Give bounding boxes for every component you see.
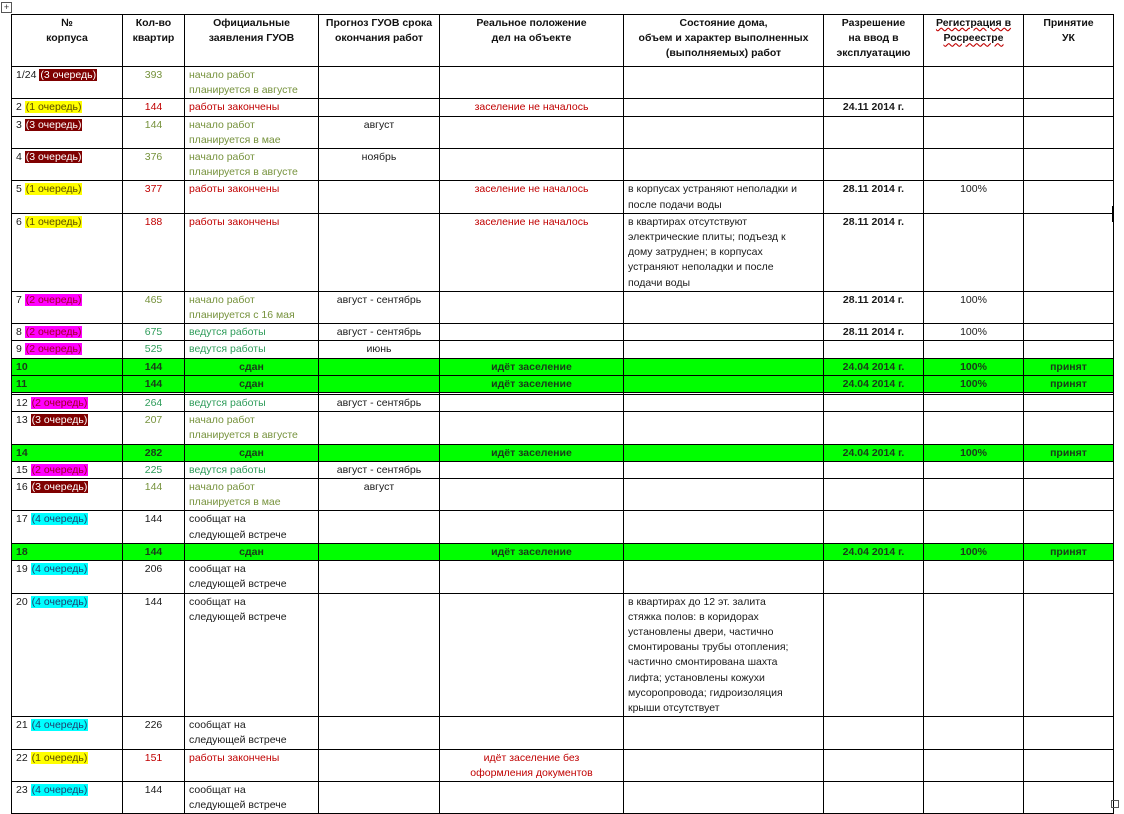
real-situation-cell: идёт заселение — [440, 375, 624, 392]
building-number: 5 — [16, 183, 22, 196]
building-number: 17 — [16, 513, 28, 526]
building-number: 23 — [16, 783, 28, 796]
queue-badge: (2 очередь) — [25, 293, 82, 306]
real-situation-cell: идёт заселение — [440, 444, 624, 461]
apartment-count-cell: 376 — [123, 149, 185, 181]
building-state-cell — [624, 67, 824, 99]
building-state-cell — [624, 116, 824, 148]
uk-acceptance-cell: принят — [1024, 375, 1114, 392]
uk-acceptance-cell: принят — [1024, 358, 1114, 375]
building-number: 2 — [16, 101, 22, 114]
forecast-cell — [319, 444, 440, 461]
uk-acceptance-cell — [1024, 213, 1114, 291]
official-statement-cell: начало работ планируется в августе — [185, 412, 319, 444]
building-number: 1/24 — [16, 69, 37, 81]
forecast-cell: август - сентябрь — [319, 324, 440, 341]
table-row — [12, 543, 1114, 560]
official-statement-cell: сдан — [185, 375, 319, 392]
permit-date-cell: 24.04 2014 г. — [824, 358, 924, 375]
header-building-number: № корпуса — [12, 15, 123, 67]
building-state-cell — [624, 479, 824, 511]
apartment-count-cell: 465 — [123, 291, 185, 323]
building-number-cell — [12, 99, 123, 116]
queue-badge: (4 очередь) — [31, 783, 88, 796]
registration-cell: 100% — [924, 324, 1024, 341]
uk-acceptance-cell — [1024, 99, 1114, 116]
queue-badge: (4 очередь) — [31, 513, 88, 526]
table-row — [12, 412, 1114, 444]
real-situation-cell — [440, 412, 624, 444]
official-statement-cell: работы закончены — [185, 213, 319, 291]
header-registration-text: Регистрация в Росреестре — [935, 17, 1012, 45]
queue-badge: (3 очередь) — [25, 118, 82, 131]
table-row — [12, 749, 1114, 781]
apartment-count-cell: 144 — [123, 781, 185, 813]
queue-badge: (4 очередь) — [31, 595, 88, 608]
apartment-count-cell: 144 — [123, 375, 185, 392]
table-row — [12, 213, 1114, 291]
table-row — [12, 375, 1114, 392]
forecast-cell: август - сентябрь — [319, 395, 440, 412]
official-statement-cell: ведутся работы — [185, 341, 319, 358]
building-state-cell: в квартирах до 12 эт. залита стяжка полов: в коридорах установлены двери, частично смонтированы трубы отопления; частично смонтирована шахта лифта; установлены кожухи мусоропровода; гидроизоляция крыши отсутствует — [624, 593, 824, 717]
queue-badge: (2 очередь) — [25, 343, 82, 356]
building-state-cell — [624, 781, 824, 813]
uk-acceptance-cell — [1024, 461, 1114, 478]
queue-badge: (3 очередь) — [31, 414, 88, 427]
table-move-handle-icon[interactable]: + — [1, 2, 12, 13]
registration-cell — [924, 395, 1024, 412]
building-number-cell — [12, 717, 123, 749]
permit-date-cell: 28.11 2014 г. — [824, 324, 924, 341]
uk-acceptance-cell: принят — [1024, 543, 1114, 560]
forecast-cell — [319, 213, 440, 291]
apartment-count-cell: 144 — [123, 511, 185, 543]
permit-date-cell — [824, 116, 924, 148]
queue-badge: (3 очередь) — [25, 151, 82, 164]
building-state-cell — [624, 375, 824, 392]
uk-acceptance-cell — [1024, 116, 1114, 148]
official-statement-cell: сообщат на следующей встрече — [185, 593, 319, 717]
building-number-cell — [12, 511, 123, 543]
registration-cell — [924, 67, 1024, 99]
apartment-count-cell: 393 — [123, 67, 185, 99]
uk-acceptance-cell — [1024, 149, 1114, 181]
apartment-count-cell: 144 — [123, 116, 185, 148]
building-number: 4 — [16, 151, 22, 164]
real-situation-cell — [440, 461, 624, 478]
permit-date-cell — [824, 781, 924, 813]
building-state-cell — [624, 291, 824, 323]
building-number-cell — [12, 461, 123, 478]
apartment-count-cell: 144 — [123, 99, 185, 116]
building-number-cell — [12, 213, 123, 291]
official-statement-cell: начало работ планируется в мае — [185, 479, 319, 511]
building-number: 20 — [16, 595, 28, 608]
official-statement-cell: ведутся работы — [185, 395, 319, 412]
forecast-cell: ноябрь — [319, 149, 440, 181]
queue-badge: (2 очередь) — [31, 463, 88, 476]
official-statement-cell: ведутся работы — [185, 324, 319, 341]
building-state-cell — [624, 444, 824, 461]
building-state-cell — [624, 341, 824, 358]
header-real-situation: Реальное положение дел на объекте — [440, 15, 624, 67]
registration-cell — [924, 461, 1024, 478]
building-number-cell — [12, 149, 123, 181]
building-state-cell — [624, 561, 824, 593]
table-row — [12, 593, 1114, 717]
building-number-cell — [12, 67, 123, 99]
uk-acceptance-cell — [1024, 561, 1114, 593]
header-official-statements: Официальные заявления ГУОВ — [185, 15, 319, 67]
forecast-cell: август - сентябрь — [319, 291, 440, 323]
building-number-cell — [12, 593, 123, 717]
permit-date-cell — [824, 341, 924, 358]
table-row — [12, 479, 1114, 511]
apartment-count-cell: 144 — [123, 358, 185, 375]
permit-date-cell — [824, 461, 924, 478]
real-situation-cell — [440, 324, 624, 341]
apartment-count-cell: 144 — [123, 593, 185, 717]
forecast-cell — [319, 511, 440, 543]
building-number-cell — [12, 291, 123, 323]
building-number-cell — [12, 444, 123, 461]
building-number: 3 — [16, 118, 22, 131]
registration-cell: 100% — [924, 358, 1024, 375]
building-number: 6 — [16, 215, 22, 228]
table-row — [12, 116, 1114, 148]
apartment-count-cell: 226 — [123, 717, 185, 749]
real-situation-cell — [440, 561, 624, 593]
real-situation-cell — [440, 341, 624, 358]
permit-date-cell: 24.04 2014 г. — [824, 543, 924, 560]
queue-badge: (1 очередь) — [31, 751, 88, 764]
official-statement-cell: ведутся работы — [185, 461, 319, 478]
real-situation-cell — [440, 116, 624, 148]
building-number-cell — [12, 375, 123, 392]
table-row — [12, 717, 1114, 749]
apartment-count-cell: 188 — [123, 213, 185, 291]
table-row — [12, 444, 1114, 461]
registration-cell: 100% — [924, 375, 1024, 392]
building-number: 21 — [16, 719, 28, 732]
registration-cell: 100% — [924, 181, 1024, 213]
forecast-cell: август — [319, 116, 440, 148]
queue-badge: (4 очередь) — [31, 719, 88, 732]
real-situation-cell — [440, 149, 624, 181]
building-number-cell — [12, 116, 123, 148]
registration-cell: 100% — [924, 543, 1024, 560]
real-situation-cell — [440, 593, 624, 717]
real-situation-cell — [440, 511, 624, 543]
building-state-cell — [624, 461, 824, 478]
real-situation-cell: идёт заселение без оформления документов — [440, 749, 624, 781]
header-forecast: Прогноз ГУОВ срока окончания работ — [319, 15, 440, 67]
forecast-cell: август — [319, 479, 440, 511]
apartment-count-cell: 282 — [123, 444, 185, 461]
building-number-cell — [12, 781, 123, 813]
building-number: 18 — [16, 545, 28, 558]
building-state-cell — [624, 511, 824, 543]
official-statement-cell: сдан — [185, 543, 319, 560]
uk-acceptance-cell — [1024, 412, 1114, 444]
table-row — [12, 511, 1114, 543]
building-state-cell — [624, 149, 824, 181]
buildings-status-table — [11, 14, 1114, 814]
queue-badge: (3 очередь) — [40, 69, 97, 81]
permit-date-cell: 24.04 2014 г. — [824, 375, 924, 392]
apartment-count-cell: 151 — [123, 749, 185, 781]
permit-date-cell — [824, 593, 924, 717]
queue-badge: (2 очередь) — [31, 397, 88, 410]
building-state-cell — [624, 412, 824, 444]
building-number: 14 — [16, 446, 28, 459]
real-situation-cell — [440, 291, 624, 323]
forecast-cell — [319, 99, 440, 116]
queue-badge: (4 очередь) — [31, 563, 88, 576]
real-situation-cell: идёт заселение — [440, 358, 624, 375]
table-row — [12, 99, 1114, 116]
building-number: 11 — [16, 377, 28, 390]
official-statement-cell: начало работ планируется с 16 мая — [185, 291, 319, 323]
building-number: 15 — [16, 463, 28, 476]
table-row — [12, 291, 1114, 323]
registration-cell — [924, 213, 1024, 291]
table-row — [12, 561, 1114, 593]
registration-cell — [924, 479, 1024, 511]
permit-date-cell: 24.11 2014 г. — [824, 99, 924, 116]
table-row — [12, 149, 1114, 181]
permit-date-cell — [824, 479, 924, 511]
queue-badge: (1 очередь) — [25, 101, 82, 114]
building-number-cell — [12, 358, 123, 375]
official-statement-cell: работы закончены — [185, 749, 319, 781]
forecast-cell — [319, 543, 440, 560]
official-statement-cell: начало работ планируется в мае — [185, 116, 319, 148]
building-state-cell — [624, 358, 824, 375]
apartment-count-cell: 144 — [123, 543, 185, 560]
forecast-cell: июнь — [319, 341, 440, 358]
real-situation-cell: заселение не началось — [440, 99, 624, 116]
apartment-count-cell: 675 — [123, 324, 185, 341]
building-number: 12 — [16, 397, 28, 410]
building-number-cell — [12, 561, 123, 593]
registration-cell — [924, 593, 1024, 717]
uk-acceptance-cell — [1024, 181, 1114, 213]
uk-acceptance-cell: принят — [1024, 444, 1114, 461]
building-number-cell — [12, 395, 123, 412]
official-statement-cell: сдан — [185, 358, 319, 375]
header-apartment-count: Кол-во квартир — [123, 15, 185, 67]
building-number: 16 — [16, 481, 28, 494]
building-state-cell — [624, 395, 824, 412]
building-number-cell — [12, 181, 123, 213]
uk-acceptance-cell — [1024, 511, 1114, 543]
permit-date-cell — [824, 412, 924, 444]
forecast-cell — [319, 412, 440, 444]
table-row — [12, 324, 1114, 341]
registration-cell — [924, 412, 1024, 444]
forecast-cell — [319, 561, 440, 593]
building-state-cell — [624, 717, 824, 749]
building-number: 19 — [16, 563, 28, 576]
apartment-count-cell: 144 — [123, 479, 185, 511]
queue-badge: (2 очередь) — [25, 326, 82, 339]
header-uk-acceptance: Принятие УК — [1024, 15, 1114, 67]
registration-cell — [924, 717, 1024, 749]
forecast-cell — [319, 358, 440, 375]
forecast-cell — [319, 181, 440, 213]
permit-date-cell: 28.11 2014 г. — [824, 291, 924, 323]
uk-acceptance-cell — [1024, 479, 1114, 511]
official-statement-cell: сообщат на следующей встрече — [185, 781, 319, 813]
uk-acceptance-cell — [1024, 781, 1114, 813]
building-state-cell — [624, 749, 824, 781]
header-registration — [924, 15, 1024, 67]
queue-badge: (1 очередь) — [25, 183, 82, 196]
building-number-cell — [12, 324, 123, 341]
apartment-count-cell: 207 — [123, 412, 185, 444]
real-situation-cell — [440, 395, 624, 412]
real-situation-cell: заселение не началось — [440, 213, 624, 291]
building-number-cell — [12, 543, 123, 560]
official-statement-cell: начало работ планируется в августе — [185, 149, 319, 181]
table-row — [12, 461, 1114, 478]
registration-cell — [924, 149, 1024, 181]
table-row — [12, 341, 1114, 358]
building-state-cell: в квартирах отсутствуют электрические плиты; подъезд к дому затруднен; в корпусах устраняют неполадки и после подачи воды — [624, 213, 824, 291]
uk-acceptance-cell — [1024, 395, 1114, 412]
forecast-cell — [319, 593, 440, 717]
table-row — [12, 67, 1114, 99]
building-number: 9 — [16, 343, 22, 356]
building-number-cell — [12, 479, 123, 511]
permit-date-cell: 24.04 2014 г. — [824, 444, 924, 461]
building-number-cell — [12, 412, 123, 444]
apartment-count-cell: 206 — [123, 561, 185, 593]
real-situation-cell: заселение не началось — [440, 181, 624, 213]
registration-cell — [924, 781, 1024, 813]
forecast-cell — [319, 375, 440, 392]
official-statement-cell: сообщат на следующей встрече — [185, 511, 319, 543]
building-number: 13 — [16, 414, 28, 427]
apartment-count-cell: 377 — [123, 181, 185, 213]
permit-date-cell: 28.11 2014 г. — [824, 181, 924, 213]
permit-date-cell — [824, 395, 924, 412]
forecast-cell — [319, 749, 440, 781]
real-situation-cell — [440, 67, 624, 99]
building-state-cell: в корпусах устраняют неполадки и после подачи воды — [624, 181, 824, 213]
registration-cell — [924, 749, 1024, 781]
queue-badge: (1 очередь) — [25, 215, 82, 228]
official-statement-cell: работы закончены — [185, 181, 319, 213]
table-row — [12, 395, 1114, 412]
building-number: 10 — [16, 360, 28, 373]
permit-date-cell — [824, 67, 924, 99]
building-number: 8 — [16, 326, 22, 339]
building-number-cell — [12, 749, 123, 781]
building-number-cell — [12, 341, 123, 358]
registration-cell — [924, 341, 1024, 358]
registration-cell — [924, 116, 1024, 148]
header-permit: Разрешение на ввод в эксплуатацию — [824, 15, 924, 67]
registration-cell: 100% — [924, 444, 1024, 461]
queue-badge: (3 очередь) — [31, 481, 88, 494]
uk-acceptance-cell — [1024, 67, 1114, 99]
official-statement-cell: сдан — [185, 444, 319, 461]
registration-cell: 100% — [924, 291, 1024, 323]
table-row — [12, 358, 1114, 375]
table-row — [12, 781, 1114, 813]
registration-cell — [924, 99, 1024, 116]
uk-acceptance-cell — [1024, 593, 1114, 717]
table-resize-handle[interactable] — [1111, 800, 1119, 808]
building-state-cell — [624, 324, 824, 341]
header-row — [12, 15, 1114, 67]
building-state-cell — [624, 99, 824, 116]
official-statement-cell: сообщат на следующей встрече — [185, 717, 319, 749]
apartment-count-cell: 525 — [123, 341, 185, 358]
registration-cell — [924, 511, 1024, 543]
permit-date-cell: 28.11 2014 г. — [824, 213, 924, 291]
permit-date-cell — [824, 717, 924, 749]
permit-date-cell — [824, 511, 924, 543]
building-number: 7 — [16, 293, 22, 306]
apartment-count-cell: 264 — [123, 395, 185, 412]
building-state-cell — [624, 543, 824, 560]
uk-acceptance-cell — [1024, 324, 1114, 341]
uk-acceptance-cell — [1024, 291, 1114, 323]
building-number: 22 — [16, 751, 28, 764]
forecast-cell — [319, 67, 440, 99]
uk-acceptance-cell — [1024, 749, 1114, 781]
official-statement-cell: работы закончены — [185, 99, 319, 116]
uk-acceptance-cell — [1024, 341, 1114, 358]
header-building-state: Состояние дома, объем и характер выполненных (выполняемых) работ — [624, 15, 824, 67]
forecast-cell — [319, 781, 440, 813]
official-statement-cell: начало работ планируется в августе — [185, 67, 319, 99]
forecast-cell: август - сентябрь — [319, 461, 440, 478]
real-situation-cell: идёт заселение — [440, 543, 624, 560]
uk-acceptance-cell — [1024, 717, 1114, 749]
forecast-cell — [319, 717, 440, 749]
permit-date-cell — [824, 749, 924, 781]
registration-cell — [924, 561, 1024, 593]
real-situation-cell — [440, 717, 624, 749]
real-situation-cell — [440, 479, 624, 511]
real-situation-cell — [440, 781, 624, 813]
apartment-count-cell: 225 — [123, 461, 185, 478]
table-row — [12, 181, 1114, 213]
official-statement-cell: сообщат на следующей встрече — [185, 561, 319, 593]
permit-date-cell — [824, 561, 924, 593]
permit-date-cell — [824, 149, 924, 181]
